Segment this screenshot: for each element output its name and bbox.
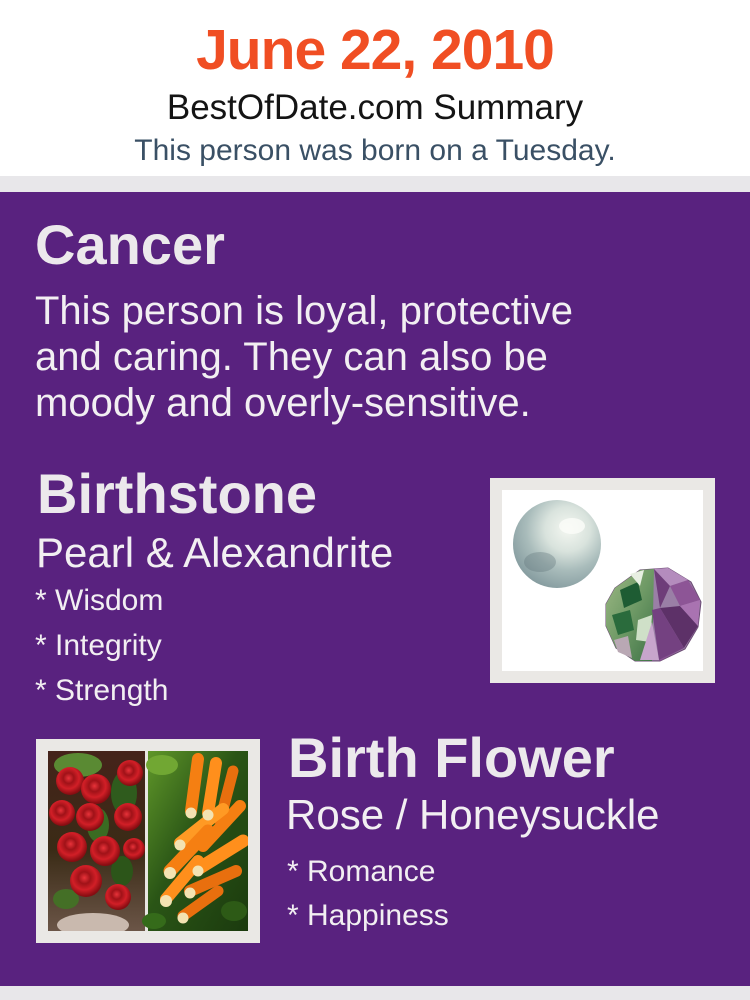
date-title: June 22, 2010	[196, 18, 554, 82]
birth-flower-photo	[36, 739, 260, 943]
zodiac-description-line: and caring. They can also be	[35, 335, 548, 379]
birth-flower-heading: Birth Flower	[288, 726, 615, 789]
bottom-divider	[0, 986, 750, 1000]
trait-item: * Strength	[35, 674, 169, 707]
birthstone-names: Pearl & Alexandrite	[36, 529, 394, 576]
trait-item: * Romance	[287, 855, 436, 888]
details-panel	[0, 192, 750, 986]
birth-flower-traits	[287, 850, 449, 938]
born-day-line: This person was born on a Tuesday.	[134, 134, 616, 167]
zodiac-description-line: This person is loyal, protective	[35, 289, 574, 333]
trait-item: * Happiness	[287, 899, 449, 932]
pearl-and-alexandrite-image	[502, 490, 703, 671]
birthstone-heading: Birthstone	[37, 462, 317, 525]
zodiac-description-line: moody and overly-sensitive.	[35, 381, 531, 425]
trait-item: * Wisdom	[35, 584, 164, 617]
header	[0, 0, 750, 166]
zodiac-sign-heading: Cancer	[35, 213, 225, 276]
site-summary-label: BestOfDate.com Summary	[166, 88, 584, 127]
birth-flower-names: Rose / Honeysuckle	[286, 791, 660, 838]
rose-and-honeysuckle-image	[48, 751, 248, 931]
top-divider	[0, 176, 750, 192]
zodiac-description	[35, 288, 573, 426]
birthstone-photo	[490, 478, 715, 683]
birthstone-traits	[35, 578, 168, 713]
trait-item: * Integrity	[35, 629, 162, 662]
